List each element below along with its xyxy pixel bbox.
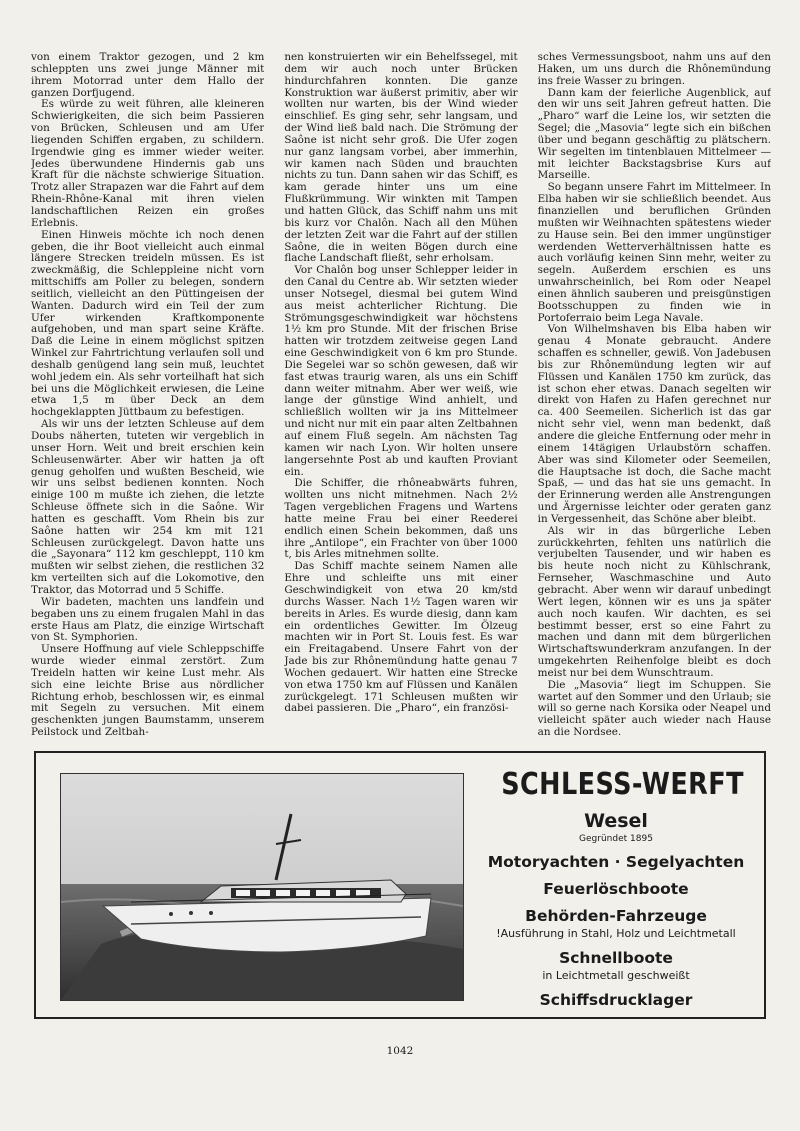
welding-note: in Leichtmetall geschweißt [542,969,690,982]
product-line-thrust-bearings: Schiffsdrucklager [539,991,693,1009]
company-city: Wesel [584,810,648,832]
paragraph: Unsere Hoffnung auf viele Schleppschiffe wurde wieder einmal zerstört. Zum Treideln hatten wir keine Lust mehr. Als sich eine leichte Brise aus nördlicher Richtung erhob, beschlossen wir, es einmal mit Segeln zu versuchen. Mit einem geschenkten jungen Baumstamm, unserem Peilstock und Zeltbah- [31,643,265,739]
paragraph: Die „Masovia“ liegt im Schuppen. Sie wartet auf den Sommer und den Urlaub; sie will so gerne nach Korsika oder Neapel und vielleicht später auch wieder nach Hause an die Nordsee. [537,678,771,739]
paragraph: sches Vermessungsboot, nahm uns auf den Haken, um uns durch die Rhônemündung ins freie Wasser zu bringen. [537,52,771,87]
article-column-3 [538,52,771,752]
company-name: SCHLESS-WERFT [501,767,744,802]
paragraph: nen konstruierten wir ein Behelfssegel, mit dem wir auch noch unter Brücken hindurchfahren konnten. Die ganze Konstruktion war äußerst primitiv, aber wir wollten nur warten, bis der Wind wieder einschlief. Es ging sehr, sehr langsam, und der Wind ließ bald nach. Die Strömung der Saône ist nicht sehr groß. Die Ufer zogen nur ganz langsam vorbei, aber immerhin, wir kamen nach Süden und brauchten nichts zu tun. Dann sahen wir das Schiff, es kam gerade hinter uns um eine Flußkrümmung. Wir winkten mit Tampen und hatten Glück, das Schiff nahm uns mit bis kurz vor Chalôn. Nach all den Mühen der letzten Zeit war die Fahrt auf der stillen Saône, die in weiten Bögen durch eine flache Landschaft fließt, sehr erholsam. [284,52,518,265]
paragraph: Die Schiffer, die rhôneabwärts fuhren, wollten uns nicht mitnehmen. Nach 2½ Tagen vergeblichen Fragens und Wartens hatte meine Frau bei einer Reederei endlich einen Schein bekommen, daß uns ihre „Antilope“, ein Frachter von über 1000 t, bis Arles mitnehmen sollte. [284,477,518,561]
paragraph: Wir badeten, machten uns landfein und begaben uns zu einem frugalen Mahl in das erste Haus am Platz, die einzige Wirtschaft von St. Symphorien. [31,595,265,644]
advertisement-box [34,751,766,1019]
paragraph: Als wir in das bürgerliche Leben zurückkehrten, fehlten uns natürlich die verjubelten Tausender, und wir haben es bis heute noch nicht zu Kühlschrank, Fernseher, Waschmaschine und Auto gebracht. Aber wenn wir darauf unbedingt Wert legen, können wir es uns ja später auch noch kaufen. Wir dachten, es sei bestimmt besser, erst so eine Fahrt zu machen und dann mit dem bürgerlichen Wirtschaftswunderkram anzufangen. In der umgekehrten Reihenfolge bleibt es doch meist nur bei dem Wunschtraum. [537,524,771,679]
motor-yacht-photo [60,773,464,1001]
advertisement-text [481,767,751,1009]
paragraph: Als wir uns der letzten Schleuse auf dem Doubs näherten, tuteten wir vergeblich in unser Horn. Weit und breit erschien kein Schleusenwärter. Aber wir hatten ja oft genug geholfen und wußten Bescheid, wie wir uns selbst bedienen konnten. Noch einige 100 m mußte ich ziehen, die letzte Schleuse öffnete sich in die Saône. Wir hatten es geschafft. Vom Rhein bis zur Saône hatten wir 254 km mit 121 Schleusen zurückgelegt. Davon hatte uns die „Sayonara“ 112 km geschleppt, 110 km mußten wir selbst ziehen, die restlichen 32 km verteilten sich auf die Lokomotive, den Traktor, das Motorrad und 5 Schiffe. [31,418,265,596]
product-line-fireboats: Feuerlöschboote [543,880,689,898]
article-column-2 [284,52,517,752]
page-number: 1042 [386,1045,414,1057]
paragraph: So begann unsere Fahrt im Mittelmeer. In Elba haben wir sie schließlich beendet. Aus finanziellen und beruflichen Gründen mußten wir Weihnachten spätestens wieder zu Hause sein. Bei den immer ungünstiger werdenden Wetterverhältnissen hatte es auch vorläufig keinen Sinn mehr, weiter zu segeln. Außerdem erschien es uns unwahrscheinlich, bei Rom oder Neapel einen ähnlich sauberen und preisgünstigen Bootsschuppen zu finden wie in Portoferraio beim Lega Navale. [537,181,771,324]
paragraph: Es würde zu weit führen, alle kleineren Schwierigkeiten, die sich beim Passieren von Brücken, Schleusen und am Ufer liegenden Schiffen ergaben, zu schildern. Irgendwie ging es immer wieder weiter. Jedes überwundene Hindernis gab uns Kraft für die nächste schwierige Situation. Trotz aller Strapazen war die Fahrt auf dem Rhein-Rhône-Kanal mit ihren vielen landschaftlichen Reizen ein großes Erlebnis. [31,98,265,229]
paragraph: Das Schiff machte seinem Namen alle Ehre und schleifte uns mit einer Geschwindigkeit von etwa 20 km/std durchs Wasser. Nach 1½ Tagen waren wir bereits in Arles. Es wurde diesig, dann kam ein ordentliches Gewitter. Im Ölzeug machten wir in Port St. Louis fest. Es war ein Freitagabend. Unsere Fahrt von der Jade bis zur Rhônemündung hatte genau 7 Wochen gedauert. Wir hatten eine Strecke von etwa 1750 km auf Flüssen und Kanälen zurückgelegt. 171 Schleusen mußten wir dabei passieren. Die „Pharo“, ein französi- [284,560,518,715]
paragraph: Von Wilhelmshaven bis Elba haben wir genau 4 Monate gebraucht. Andere schaffen es schneller, gewiß. Von Jadebusen bis zur Rhônemündung legten wir auf Flüssen und Kanälen 1750 km zurück, das ist schon eher etwas. Danach segelten wir direkt von Hafen zu Hafen gerechnet nur ca. 400 Seemeilen. Sicherlich ist das gar nicht sehr viel, wenn man bedenkt, daß andere die gleiche Entfernung oder mehr in einem 14tägigen Urlaubstörn schaffen. Aber was sind Kilometer oder Seemeilen, die Hauptsache ist doch, die Sache macht Spaß, — und das hat sie uns gemacht. In der Erinnerung werden alle Anstrengungen und Ärgernisse leichter oder geraten ganz in Vergessenheit, das Schöne aber bleibt. [537,323,771,525]
paragraph: Dann kam der feierliche Augenblick, auf den wir uns seit Jahren gefreut hatten. Die „Pharo“ warf die Leine los, wir setzten die Segel; die „Masovia“ legte sich ein bißchen über und begann geschäftig zu plätschern. Wir segelten im tintenblauen Mittelmeer — mit leichter Backstagsbrise Kurs auf Marseille. [537,86,771,182]
paragraph: Einen Hinweis möchte ich noch denen geben, die ihr Boot vielleicht auch einmal längere Strecken treideln müssen. Es ist zweckmäßig, die Schleppleine nicht vorn mittschiffs am Poller zu belegen, sondern seitlich, vielleicht an den Püttingeisen der Wanten. Dadurch wird ein Teil der zum Ufer wirkenden Kraftkomponente aufgehoben, und man spart seine Kräfte. Daß die Leine in einem möglichst spitzen Winkel zur Fahrtrichtung verlaufen soll und deshalb genügend lang sein muß, leuchtet wohl jedem ein. Als sehr vorteilhaft hat sich bei uns die Möglichkeit erwiesen, die Leine etwa 1,5 m über Deck an dem hochgeklappten Jüttbaum zu befestigen. [31,228,265,419]
paragraph: Vor Chalôn bog unser Schlepper leider in den Canal du Centre ab. Wir setzten wieder unser Notsegel, diesmal bei gutem Wind aus meist achterlicher Richtung. Die Strömungsgeschwindigkeit war höchstens 1½ km pro Stunde. Mit der frischen Brise hatten wir trotzdem zeitweise gegen Land eine Geschwindigkeit von 6 km pro Stunde. Die Segelei war so schön gewesen, daß wir fast etwas traurig waren, als uns ein Schiff dann weiter mitnahm. Aber wer weiß, wie lange der günstige Wind anhielt, und schließlich wollten wir ja ins Mittelmeer und nicht nur mit ein paar alten Zeltbahnen auf einem Fluß segeln. Am nächsten Tag kamen wir nach Lyon. Wir holten unsere langersehnte Post ab und kauften Proviant ein. [284,264,518,478]
material-note: !Ausführung in Stahl, Holz und Leichtmetall [496,927,736,940]
article-column-1 [31,52,264,752]
paragraph: von einem Traktor gezogen, und 2 km schleppten uns zwei junge Männer mit ihrem Motorrad unter dem Hallo der ganzen Dorfjugend. [31,52,265,99]
article-columns [31,52,771,752]
product-line-authority-vessels: Behörden-Fahrzeuge [525,907,707,925]
founded-note: Gegründet 1895 [579,834,653,844]
product-line-speedboats: Schnellboote [559,949,673,967]
product-line-yachts: Motoryachten · Segelyachten [487,853,745,871]
